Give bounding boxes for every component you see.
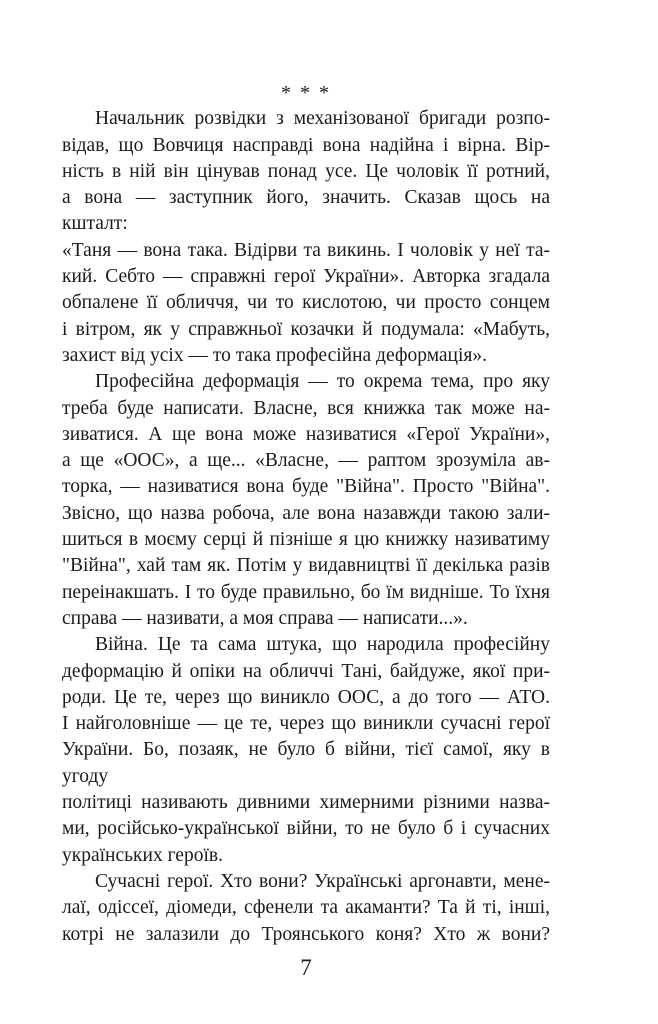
section-separator: * * * — [281, 82, 331, 104]
text-line: і вітром, як у справжньої козачки й подумала: «Мабуть, — [62, 318, 550, 340]
text-line: відав, що Вовчиця насправді вона надійна і вірна. Вір- — [62, 134, 550, 156]
text-line: роди. Це те, через що виникло ООС, а до того — АТО. — [62, 686, 550, 708]
text-line: «Таня — вона така. Відірви та викинь. І чоловік у неї та- — [62, 239, 550, 261]
text-line: ність в ній він цінував понад усе. Це чоловік її ротний, — [62, 160, 550, 182]
page-number: 7 — [300, 954, 312, 980]
paragraph — [62, 632, 550, 869]
text-line: треба буде написати. Власне, вся книжка так може на- — [62, 397, 550, 419]
text-line: І найголовніше — це те, через що виникли сучасні герої — [62, 713, 550, 735]
text-line: обпалене її обличчя, чи то кислотою, чи просто сонцем — [62, 292, 550, 314]
text-line: кий. Себто — справжні герої України». Авторка згадала — [62, 266, 550, 288]
text-line: ми, російсько-української війни, то не було б і сучасних — [62, 818, 550, 840]
text-line: українських героїв. — [62, 844, 223, 866]
text-line: України. Бо, позаяк, не було б війни, тієї самої, яку в угоду — [62, 739, 550, 787]
text-line: переінакшать. І то буде правильно, бо їм видніше. То їхня — [62, 581, 550, 603]
text-line: а ще «ООС», а ще... «Власне, — раптом зрозуміла ав- — [62, 450, 550, 472]
paragraph — [62, 369, 550, 632]
text-line: Професійна деформація — то окрема тема, про яку — [95, 371, 550, 393]
text-line: Сучасні герої. Хто вони? Українські аргонавти, мене- — [95, 870, 550, 892]
text-line: захист від усіх — то така професійна деформація». — [62, 344, 488, 366]
text-line: шиться в моєму серці й пізніше я цю книжку називатиму — [62, 529, 550, 551]
text-line: лаї, одіссеї, діомеди, сфенели та акаманти? Та й ті, інші, — [62, 897, 550, 919]
text-line: "Війна", хай там як. Потім у видавництві її декілька разів — [62, 555, 550, 577]
text-block — [62, 80, 550, 981]
text-line: Начальник розвідки з механізованої бригади розпо- — [95, 108, 550, 130]
text-line: а вона — заступник його, значить. Сказав щось на кшталт: — [62, 187, 550, 235]
text-line: справа — називати, а моя справа — написати...». — [62, 607, 468, 629]
text-line: політиці називають дивними химерними різними назва- — [62, 792, 550, 814]
text-line: котрі не залазили до Троянського коня? Хто ж вони? — [62, 923, 550, 945]
paragraph — [62, 106, 550, 369]
text-line: Звісно, що назва робоча, але вона назавжди такою зали- — [62, 502, 550, 524]
paragraph — [62, 869, 550, 948]
text-line: деформацію й опіки на обличчі Тані, байдуже, якої при- — [62, 660, 550, 682]
text-line: зиватися. А ще вона може називатися «Герої України», — [62, 423, 550, 445]
text-line: Війна. Це та сама штука, що народила професійну — [95, 634, 550, 656]
text-line: торка, — називатися вона буде "Війна". Просто "Війна". — [62, 476, 550, 498]
